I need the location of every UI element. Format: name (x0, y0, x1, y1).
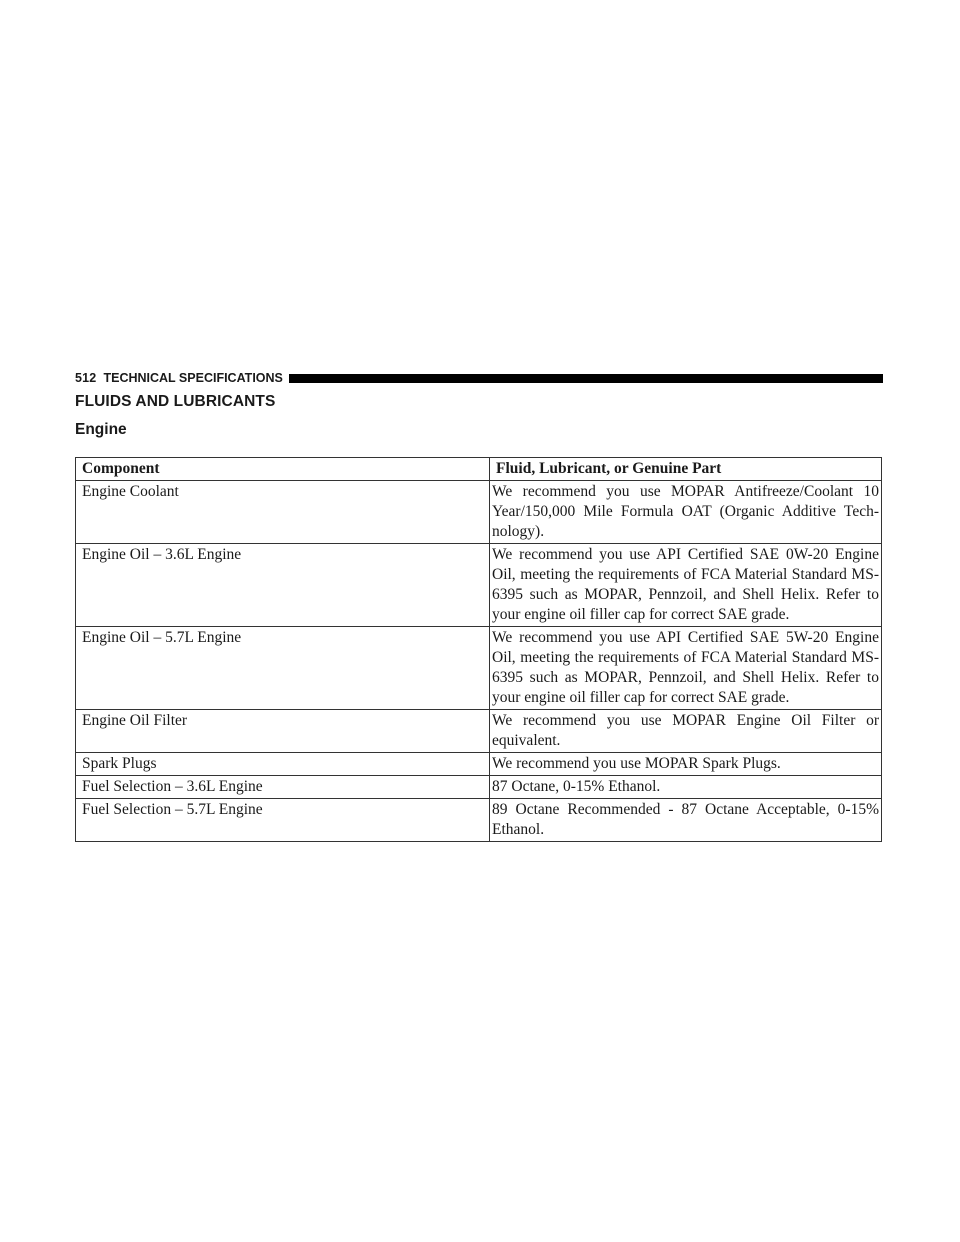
fluid-cell: 87 Octane, 0-15% Ethanol. (490, 776, 882, 799)
fluid-cell: 89 Octane Recommended - 87 Octane Acceptable, 0-15% Ethanol. (490, 799, 882, 842)
component-cell: Spark Plugs (76, 753, 490, 776)
page-number: 512 (75, 371, 97, 385)
component-cell: Engine Oil Filter (76, 710, 490, 753)
table-row (76, 710, 882, 753)
column-header-component: Component (76, 458, 490, 481)
component-cell: Engine Coolant (76, 481, 490, 544)
table-header-row (76, 458, 882, 481)
fluid-cell: We recommend you use API Certified SAE 5W-20 Engine Oil, meeting the requirements of FCA Material Standard MS-6395 such as MOPAR, Pennzoil, and Shell Helix. Refer to your engine oil filler cap for correct SAE grade. (490, 627, 882, 710)
component-cell: Engine Oil – 5.7L Engine (76, 627, 490, 710)
component-cell: Engine Oil – 3.6L Engine (76, 544, 490, 627)
fluid-cell: We recommend you use MOPAR Antifreeze/Coolant 10 Year/150,000 Mile Formula OAT (Organic Additive Tech-nology). (490, 481, 882, 544)
page-header (75, 370, 883, 386)
fluid-cell: We recommend you use API Certified SAE 0W-20 Engine Oil, meeting the requirements of FCA Material Standard MS-6395 such as MOPAR, Pennzoil, and Shell Helix. Refer to your engine oil filler cap for correct SAE grade. (490, 544, 882, 627)
fluid-cell: We recommend you use MOPAR Engine Oil Filter or equivalent. (490, 710, 882, 753)
table-row (76, 481, 882, 544)
table-row (76, 799, 882, 842)
component-cell: Fuel Selection – 3.6L Engine (76, 776, 490, 799)
table-row (76, 753, 882, 776)
table-row (76, 627, 882, 710)
header-rule (289, 374, 883, 383)
table-row (76, 776, 882, 799)
subsection-title: Engine (75, 421, 127, 438)
section-title: FLUIDS AND LUBRICANTS (75, 393, 276, 410)
column-header-fluid: Fluid, Lubricant, or Genuine Part (490, 458, 882, 481)
fluids-table (75, 457, 882, 842)
component-cell: Fuel Selection – 5.7L Engine (76, 799, 490, 842)
header-title: TECHNICAL SPECIFICATIONS (103, 371, 283, 385)
fluid-cell: We recommend you use MOPAR Spark Plugs. (490, 753, 882, 776)
table-row (76, 544, 882, 627)
